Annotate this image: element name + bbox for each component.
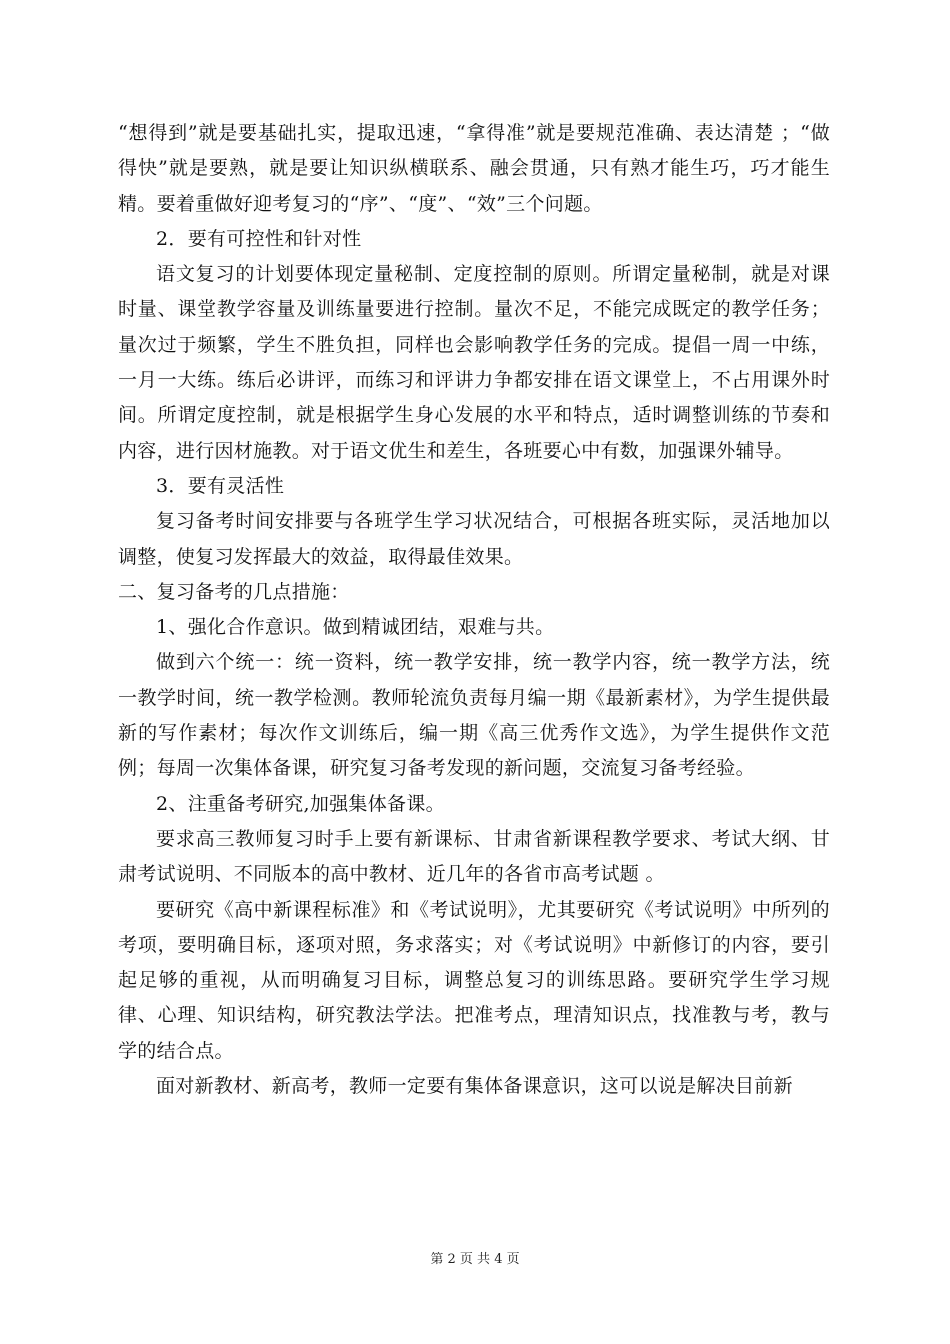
section-heading-controllability: 2．要有可控性和针对性 xyxy=(156,227,362,250)
section-heading-measures: 二、复习备考的几点措施： xyxy=(118,580,350,603)
paragraph-6: 要研究《高中新课程标准》和《考试说明》，尤其要研究《考试说明》中所列的考项，要明确目标，逐项对照，务求落实；对《考试说明》中新修订的内容，要引起足够的重视，从而明确复习目标，调整总复习的训练思路。要研究学生学习规律、心理、知识结构，研究教法学法。把准考点，理清知识点，找准教与考，教与学的结合点。 xyxy=(118,898,830,1062)
paragraph-7: 面对新教材、新高考，教师一定要有集体备课意识，这可以说是解决目前新 xyxy=(156,1075,793,1098)
paragraph-4: 做到六个统一：统一资料，统一教学安排，统一教学内容，统一教学方法，统一教学时间，统一教学检测。教师轮流负责每月编一期《最新素材》，为学生提供最新的写作素材；每次作文训练后，编一期《高三优秀作文选》，为学生提供作文范例；每周一次集体备课，研究复习备考发现的新问题，交流复习备考经验。 xyxy=(118,651,830,780)
paragraph-5: 要求高三教师复习时手上要有新课标、甘肃省新课程教学要求、考试大纲、甘肃考试说明、不同版本的高中教材、近几年的各省市高考试题 。 xyxy=(118,827,830,886)
document-body xyxy=(118,116,830,1104)
subheading-research: 2、注重备考研究,加强集体备课。 xyxy=(156,792,445,815)
subheading-cooperation: 1、强化合作意识。做到精诚团结，艰难与共。 xyxy=(156,616,555,639)
page-number-footer: 第 2 页 共 4 页 xyxy=(430,1252,520,1267)
paragraph-2: 语文复习的计划要体现定量秘制、定度控制的原则。所谓定量秘制，就是对课时量、课堂教学容量及训练量要进行控制。量次不足，不能完成既定的教学任务；量次过于频繁，学生不胜负担，同样也会影响教学任务的完成。提倡一周一中练，一月一大练。练后必讲评，而练习和评讲力争都安排在语文课堂上，不占用课外时间。所谓定度控制，就是根据学生身心发展的水平和特点，适时调整训练的节奏和内容，进行因材施教。对于语文优生和差生，各班要心中有数，加强课外辅导。 xyxy=(118,263,830,462)
section-heading-flexibility: 3．要有灵活性 xyxy=(156,474,285,497)
paragraph-3: 复习备考时间安排要与各班学生学习状况结合，可根据各班实际，灵活地加以调整，使复习发挥最大的效益，取得最佳效果。 xyxy=(118,510,830,568)
paragraph-1: “想得到”就是要基础扎实，提取迅速，“拿得准”就是要规范准确、表达清楚 ；“做得快”就是要熟，就是要让知识纵横联系、融会贯通，只有熟才能生巧，巧才能生精。要着重做好迎考复习的“序”、“度”、“效”三个问题。 xyxy=(118,122,830,215)
